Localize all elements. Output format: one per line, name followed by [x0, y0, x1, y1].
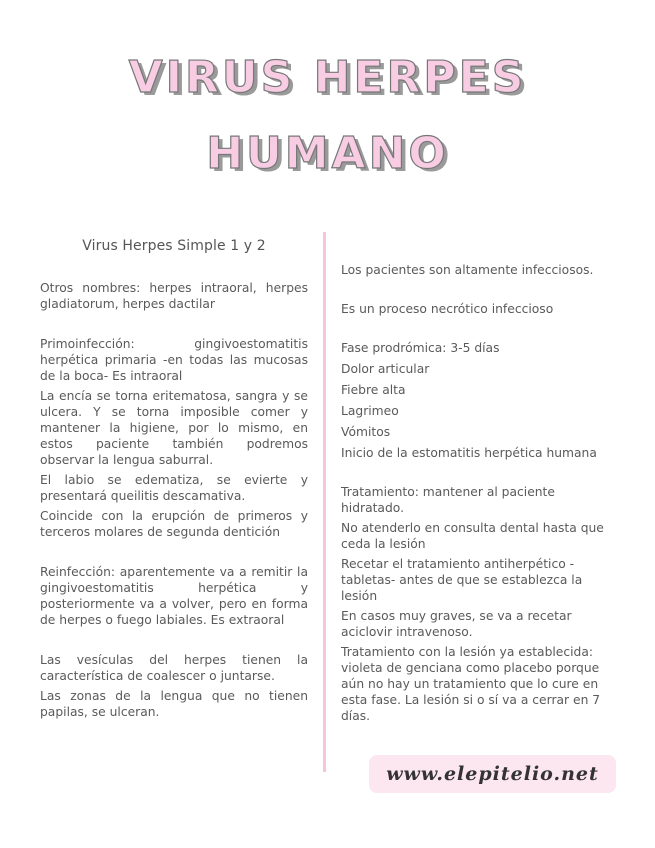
reinfeccion-paragraph: Reinfección: aparentemente va a remitir la gingivoestomatitis herpética y posteriormente va a volver, pero en forma de herpes o fuego labiales. Es extraoral	[40, 565, 308, 627]
right-column	[341, 262, 613, 724]
website-badge: www.elepitelio.net	[369, 755, 616, 793]
lagrimeo-line: Lagrimeo	[341, 404, 399, 418]
vesiculas-paragraph: Las vesículas del herpes tienen la característica de coalescer o juntarse.	[40, 653, 308, 683]
zonas-paragraph: Las zonas de la lengua que no tienen papilas, se ulceran.	[40, 689, 308, 719]
vomitos-line: Vómitos	[341, 425, 391, 439]
section-subtitle: Virus Herpes Simple 1 y 2	[82, 238, 266, 254]
recetar-paragraph: Recetar el tratamiento antiherpético -tabletas- antes de que se establezca la lesión	[341, 557, 583, 603]
prodromica-line: Fase prodrómica: 3-5 días	[341, 341, 500, 355]
primoinfeccion-paragraph: Primoinfección: gingivoestomatitis herpética primaria -en todas las mucosas de la boca- Es intraoral	[40, 337, 308, 383]
labio-paragraph: El labio se edematiza, se evierte y presentará queilitis descamativa.	[40, 473, 308, 503]
coincide-paragraph: Coincide con la erupción de primeros y terceros molares de segunda dentición	[40, 509, 308, 539]
no-atender-paragraph: No atenderlo en consulta dental hasta que ceda la lesión	[341, 521, 604, 551]
graves-paragraph: En casos muy graves, se va a recetar aciclovir intravenoso.	[341, 609, 572, 639]
lesion-paragraph: Tratamiento con la lesión ya establecida: violeta de genciana como placebo porque aún no hay un tratamiento que lo cure en esta fase. La lesión si o sí va a cerrar en 7 días.	[341, 645, 601, 723]
necrotico-line: Es un proceso necrótico infeccioso	[341, 302, 554, 316]
fiebre-line: Fiebre alta	[341, 383, 406, 397]
tratamiento-paragraph: Tratamiento: mantener al paciente hidratado.	[341, 485, 555, 515]
column-divider	[323, 232, 326, 772]
dolor-line: Dolor articular	[341, 362, 430, 376]
left-column	[40, 238, 308, 720]
infecciosos-line: Los pacientes son altamente infecciosos.	[341, 263, 594, 277]
title-line-2: HUMANO	[206, 128, 449, 179]
inicio-line: Inicio de la estomatitis herpética humana	[341, 446, 597, 460]
otros-nombres-paragraph: Otros nombres: herpes intraoral, herpes gladiatorum, herpes dactilar	[40, 281, 308, 311]
title-line-1: VIRUS HERPES	[128, 52, 527, 103]
encia-paragraph: La encía se torna eritematosa, sangra y se ulcera. Y se torna imposible comer y mantener la higiene, por lo mismo, en estos paciente también podremos observar la lengua saburral.	[40, 389, 308, 467]
